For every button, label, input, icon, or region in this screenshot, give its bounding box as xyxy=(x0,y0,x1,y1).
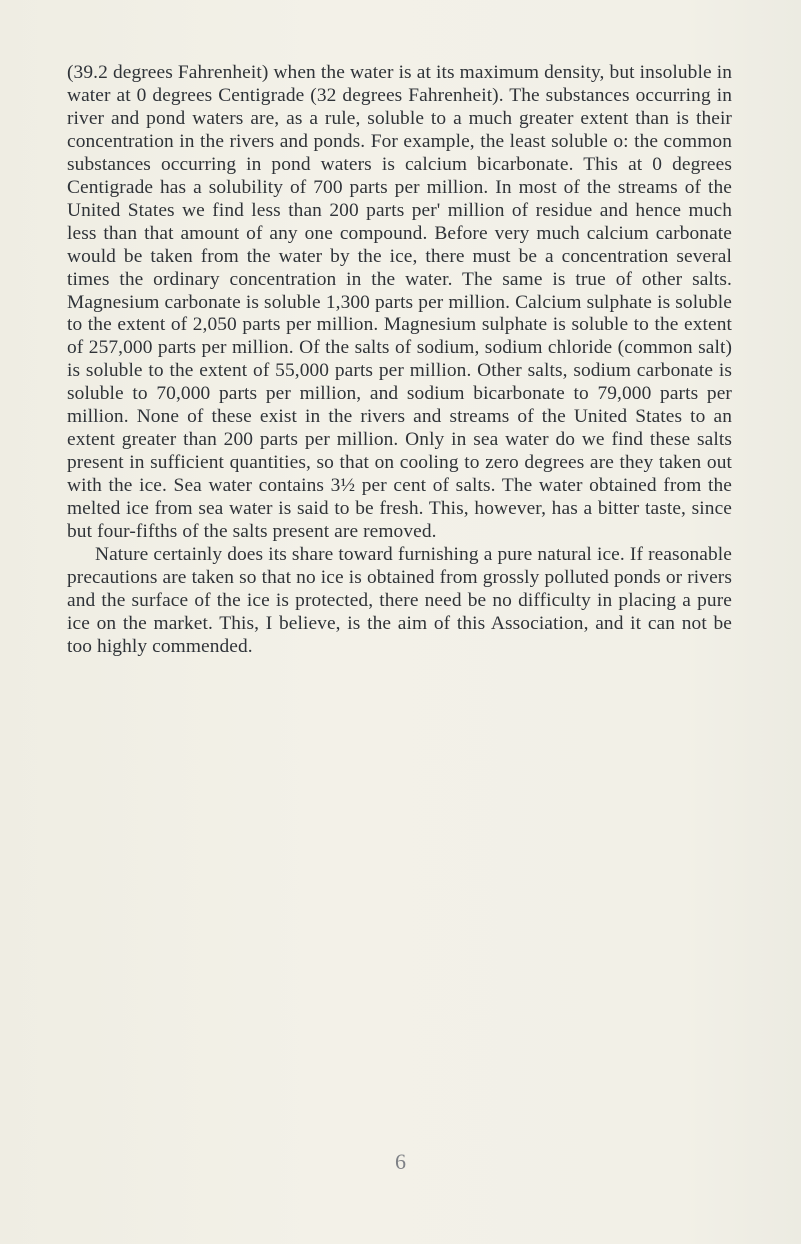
body-text xyxy=(67,62,732,659)
page-number: 6 xyxy=(395,1149,406,1174)
paragraph-1: (39.2 degrees Fahrenheit) when the water is at its maximum density, but insoluble in water at 0 degrees Centigrade (32 degrees Fahrenheit). The substances occurring in river and pond waters are, as a rule, soluble to a much greater extent than is their concentration in the rivers and ponds. For example, the least soluble o: the common substances occurring in pond waters is calcium bicarbonate. This at 0 degrees Centigrade has a solubility of 700 parts per million. In most of the streams of the United States we find less than 200 parts per' million of residue and hence much less than that amount of any one compound. Before very much calcium carbonate would be taken from the water by the ice, there must be a concentration several times the ordinary concentration in the water. The same is true of other salts. Magnesium carbonate is soluble 1,300 parts per million. Calcium sulphate is soluble to the extent of 2,050 parts per million. Magnesium sulphate is soluble to the extent of 257,000 parts per million. Of the salts of sodium, sodium chloride (common salt) is soluble to the extent of 55,000 parts per million. Other salts, sodium carbonate is soluble to 70,000 parts per million, and sodium bicarbonate to 79,000 parts per million. None of these exist in the rivers and streams of the United States to an extent greater than 200 parts per million. Only in sea water do we find these salts present in sufficient quantities, so that on cooling to zero degrees are they taken out with the ice. Sea water contains 3½ per cent of salts. The water obtained from the melted ice from sea water is said to be fresh. This, however, has a bitter taste, since but four-fifths of the salts present are removed. xyxy=(67,62,732,543)
paragraph-2: Nature certainly does its share toward furnishing a pure natural ice. If reasonable precautions are taken so that no ice is obtained from grossly polluted ponds or rivers and the surface of the ice is protected, there need be no difficulty in placing a pure ice on the market. This, I believe, is the aim of this Association, and it can not be too highly commended. xyxy=(67,544,732,657)
